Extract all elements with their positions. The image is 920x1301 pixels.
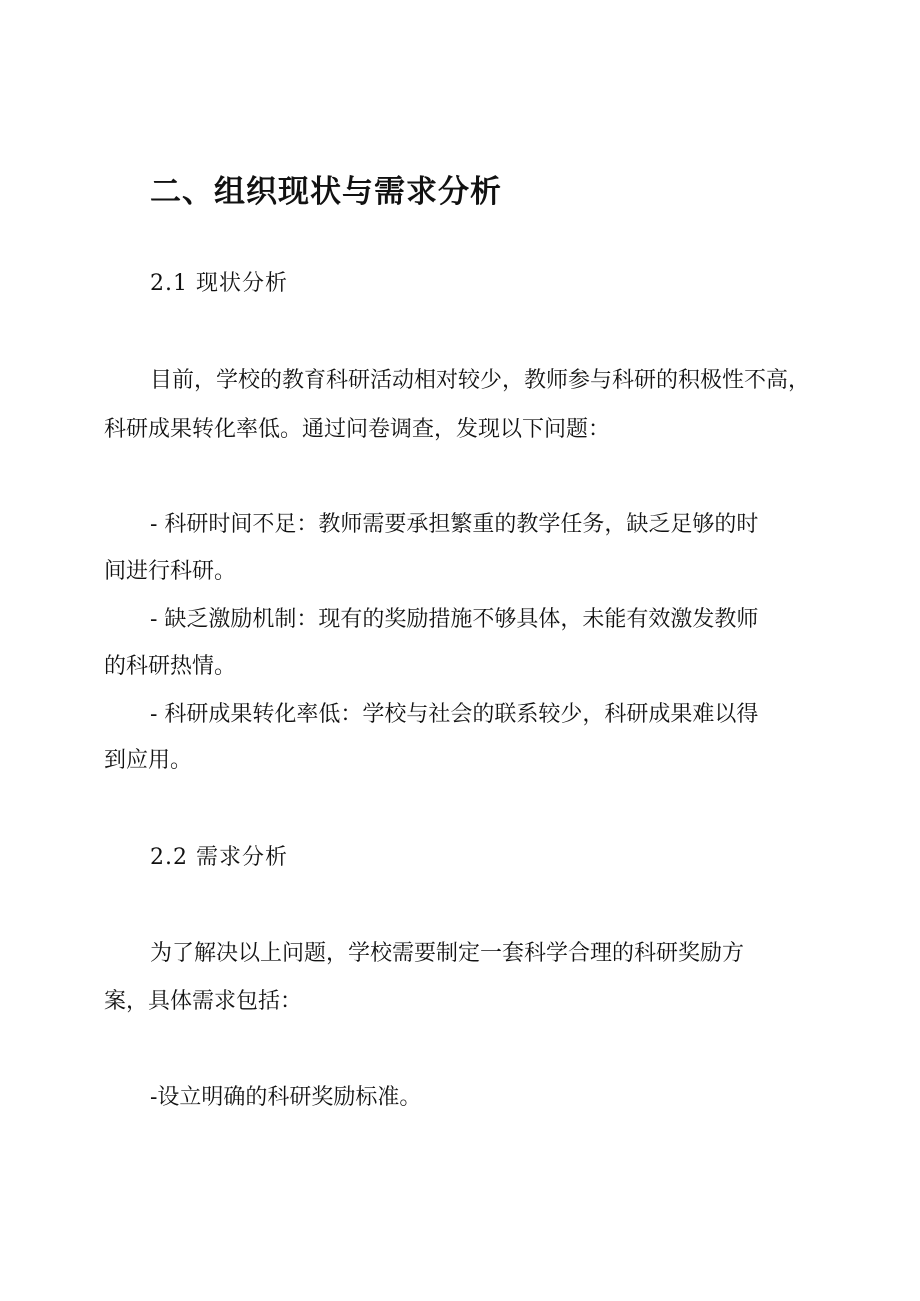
issue-1-line-2: 间进行科研。 (104, 559, 237, 584)
requirement-1: -设立明确的科研奖励标准。 (150, 1085, 422, 1110)
issue-3-line-1: - 科研成果转化率低：学校与社会的联系较少，科研成果难以得 (150, 702, 759, 727)
needs-intro-line-2: 案，具体需求包括： (104, 989, 303, 1014)
issue-2-line-1: - 缺乏激励机制：现有的奖励措施不够具体，未能有效激发教师 (150, 607, 759, 632)
status-intro-line-1: 目前，学校的教育科研活动相对较少，教师参与科研的积极性不高， (150, 368, 811, 393)
subsection-title-status: 2.1 现状分析 (150, 271, 288, 296)
issue-1-line-1: - 科研时间不足：教师需要承担繁重的教学任务，缺乏足够的时 (150, 512, 759, 537)
section-title: 二、组织现状与需求分析 (150, 174, 502, 210)
needs-intro-line-1: 为了解决以上问题，学校需要制定一套科学合理的科研奖励方 (150, 941, 745, 966)
issue-2-line-2: 的科研热情。 (104, 654, 237, 679)
issue-3-line-2: 到应用。 (104, 748, 193, 773)
subsection-title-needs: 2.2 需求分析 (150, 845, 288, 870)
status-intro-line-2: 科研成果转化率低。通过问卷调查，发现以下问题： (104, 417, 611, 442)
